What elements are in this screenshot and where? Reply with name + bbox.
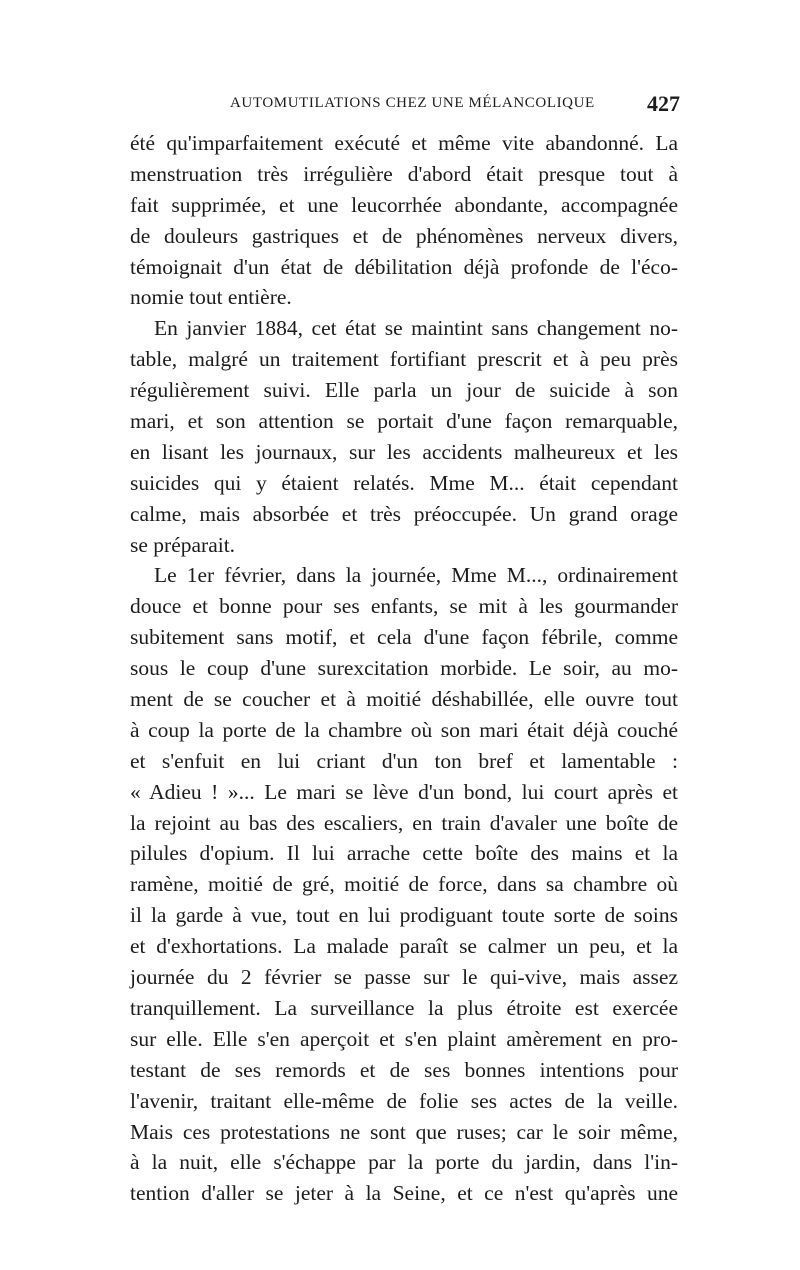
text-line: à la nuit, elle s'échappe par la porte du jardin, dans l'in- bbox=[130, 1150, 678, 1175]
text-line: calme, mais absorbée et très préoccupée. Un grand orage bbox=[130, 501, 678, 526]
page-number: 427 bbox=[647, 91, 680, 116]
text-line: table, malgré un traitement fortifiant prescrit et à peu près bbox=[130, 347, 678, 372]
text-line: Mais ces protestations ne sont que ruses; car le soir même, bbox=[130, 1119, 678, 1144]
text-line: il la garde à vue, tout en lui prodiguant toute sorte de soins bbox=[130, 903, 678, 928]
text-line: l'avenir, traitant elle-même de folie ses actes de la veille. bbox=[130, 1088, 678, 1113]
text-line: pilules d'opium. Il lui arrache cette boîte des mains et la bbox=[130, 841, 678, 866]
text-line: subitement sans motif, et cela d'une façon fébrile, comme bbox=[130, 625, 678, 650]
text-line: nomie tout entière. bbox=[130, 285, 292, 310]
running-head bbox=[130, 91, 680, 121]
text-line: en lisant les journaux, sur les accidents malheureux et les bbox=[130, 439, 678, 464]
text-line: se préparait. bbox=[130, 532, 236, 557]
text-line: et d'exhortations. La malade paraît se calmer un peu, et la bbox=[130, 934, 678, 959]
text-line: « Adieu ! »... Le mari se lève d'un bond, lui court après et bbox=[130, 779, 678, 804]
body-text bbox=[130, 128, 678, 1209]
text-line: menstruation très irrégulière d'abord était presque tout à bbox=[130, 161, 678, 186]
text-line: régulièrement suivi. Elle parla un jour de suicide à son bbox=[130, 378, 678, 403]
text-line: ment de se coucher et à moitié déshabillée, elle ouvre tout bbox=[130, 687, 678, 712]
text-line: fait supprimée, et une leucorrhée abondante, accompagnée bbox=[130, 192, 678, 217]
text-line: été qu'imparfaitement exécuté et même vite abandonné. La bbox=[130, 131, 678, 155]
text-line: journée du 2 février se passe sur le qui-vive, mais assez bbox=[130, 965, 678, 990]
running-title: AUTOMUTILATIONS CHEZ UNE MÉLANCOLIQUE bbox=[230, 95, 595, 111]
text-line: de douleurs gastriques et de phénomènes nerveux divers, bbox=[130, 223, 678, 248]
text-line: tention d'aller se jeter à la Seine, et ce n'est qu'après une bbox=[130, 1181, 678, 1206]
text-line: douce et bonne pour ses enfants, se mit à les gourmander bbox=[130, 594, 678, 619]
text-line: En janvier 1884, cet état se maintint sans changement no- bbox=[154, 316, 678, 341]
text-line: à coup la porte de la chambre où son mari était déjà couché bbox=[130, 717, 678, 742]
text-line: testant de ses remords et de ses bonnes intentions pour bbox=[130, 1057, 678, 1082]
text-line: tranquillement. La surveillance la plus étroite est exercée bbox=[130, 995, 678, 1020]
text-line: sous le coup d'une surexcitation morbide. Le soir, au mo- bbox=[130, 656, 678, 681]
text-line: témoignait d'un état de débilitation déjà profonde de l'éco- bbox=[130, 254, 678, 279]
text-line: ramène, moitié de gré, moitié de force, dans sa chambre où bbox=[130, 872, 678, 897]
text-line: mari, et son attention se portait d'une façon remarquable, bbox=[130, 409, 678, 434]
text-line: Le 1er février, dans la journée, Mme M..., ordinairement bbox=[154, 563, 678, 588]
text-line: suicides qui y étaient relatés. Mme M... était cependant bbox=[130, 470, 678, 495]
text-line: la rejoint au bas des escaliers, en train d'avaler une boîte de bbox=[130, 810, 678, 835]
text-line: sur elle. Elle s'en aperçoit et s'en plaint amèrement en pro- bbox=[130, 1026, 678, 1051]
text-line: et s'enfuit en lui criant d'un ton bref et lamentable : bbox=[130, 748, 678, 773]
